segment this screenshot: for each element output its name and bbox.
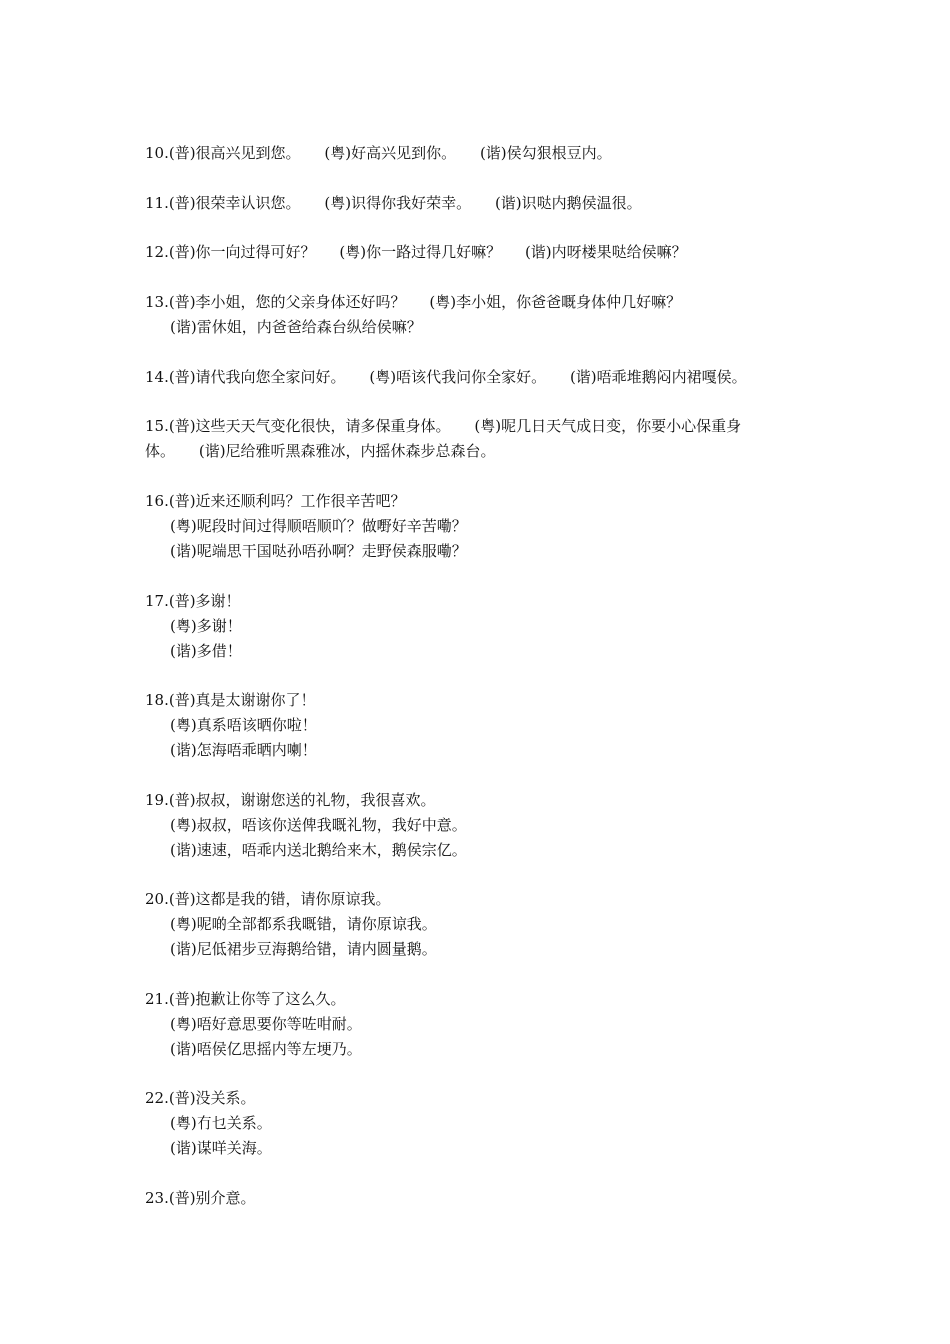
- entry-20-homophone: (谐)尼低裙步豆海鹅给错，请内圆量鹅。: [170, 940, 437, 958]
- entry-14: 14.(普)请代我向您全家问好。 (粤)唔该代我问你全家好。 (谐)唔乖堆鹅闷内裙嘎侯。: [145, 368, 747, 386]
- entry-21-homophone: (谐)唔侯亿思摇内等左埂乃。: [170, 1040, 362, 1058]
- entry-22-homophone: (谐)谋咩关海。: [170, 1139, 272, 1157]
- entry-16: 16.(普)近来还顺利吗？工作很辛苦吧？: [145, 492, 406, 510]
- entry-21: 21.(普)抱歉让你等了这么久。: [145, 990, 346, 1008]
- entry-19-cantonese: (粤)叔叔，唔该你送俾我嘅礼物，我好中意。: [170, 816, 467, 834]
- entry-11: 11.(普)很荣幸认识您。 (粤)识得你我好荣幸。 (谐)识哒内鹅侯温很。: [145, 194, 642, 212]
- entry-22-cantonese: (粤)冇乜关系。: [170, 1114, 272, 1132]
- entry-15-line-2: 体。 (谐)尼给雅听黑森雅冰，内摇休森步总森台。: [145, 442, 496, 460]
- entry-17-cantonese: (粤)多谢！: [170, 617, 242, 635]
- entry-15: 15.(普)这些天天气变化很快，请多保重身体。 (粤)呢几日天气成日变，你要小心保重身: [145, 417, 742, 435]
- entry-19: 19.(普)叔叔，谢谢您送的礼物，我很喜欢。: [145, 791, 436, 809]
- entry-23: 23.(普)别介意。: [145, 1189, 256, 1207]
- entry-16-cantonese: (粤)呢段时间过得顺唔顺吖？做嘢好辛苦嘞？: [170, 517, 467, 535]
- entry-12: 12.(普)你一向过得可好？ (粤)你一路过得几好嘛？ (谐)内呀楼果哒给侯嘛？: [145, 243, 687, 261]
- entry-10: 10.(普)很高兴见到您。 (粤)好高兴见到你。 (谐)侯勾狠根豆内。: [145, 144, 612, 162]
- entry-18: 18.(普)真是太谢谢你了！: [145, 691, 316, 709]
- entry-20-cantonese: (粤)呢啲全部都系我嘅错，请你原谅我。: [170, 915, 437, 933]
- entry-13: 13.(普)李小姐，您的父亲身体还好吗？ (粤)李小姐，你爸爸嘅身体仲几好嘛？: [145, 293, 682, 311]
- entry-18-homophone: (谐)怎海唔乖晒内喇！: [170, 741, 317, 759]
- entry-18-cantonese: (粤)真系唔该晒你啦！: [170, 716, 317, 734]
- entry-13-line-2: (谐)雷休姐，内爸爸给森台纵给侯嘛？: [170, 318, 422, 336]
- entry-21-cantonese: (粤)唔好意思要你等咗咁耐。: [170, 1015, 362, 1033]
- entry-22: 22.(普)没关系。: [145, 1089, 256, 1107]
- entry-17: 17.(普)多谢！: [145, 592, 241, 610]
- entry-19-homophone: (谐)速速，唔乖内送北鹅给来木，鹅侯宗亿。: [170, 841, 467, 859]
- entry-20: 20.(普)这都是我的错，请你原谅我。: [145, 890, 391, 908]
- entry-16-homophone: (谐)呢端思干国哒孙唔孙啊？走野侯森服嘞？: [170, 542, 467, 560]
- entry-17-homophone: (谐)多借！: [170, 642, 242, 660]
